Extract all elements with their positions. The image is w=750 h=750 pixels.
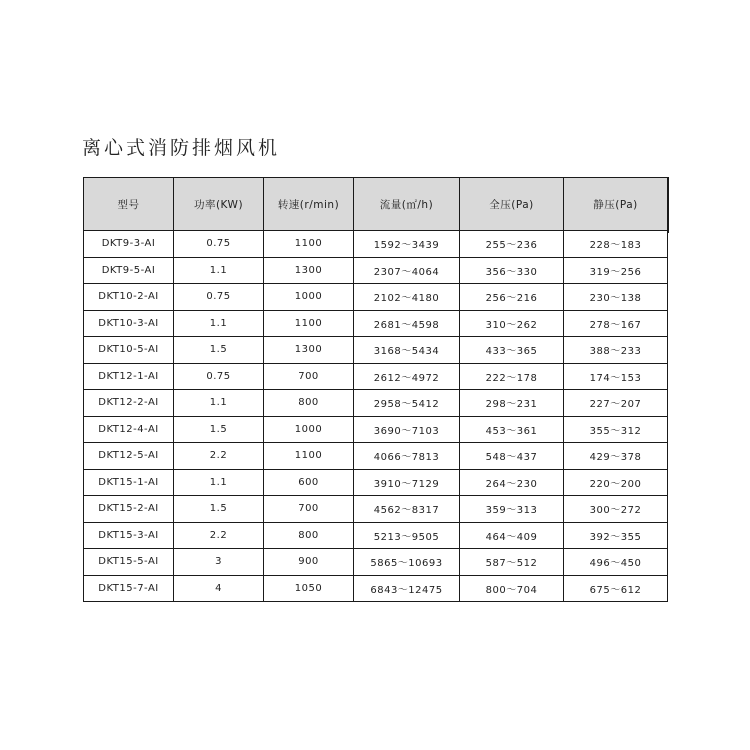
- cell-power: 0.75: [174, 284, 264, 311]
- cell-speed: 1300: [264, 257, 354, 284]
- cell-model: DKT10-2-AI: [84, 284, 174, 311]
- cell-total-pressure: 548～437: [460, 443, 564, 470]
- cell-speed: 1000: [264, 416, 354, 443]
- cell-power: 2.2: [174, 443, 264, 470]
- table-row: [84, 231, 668, 258]
- cell-flow: 1592～3439: [354, 231, 460, 258]
- cell-speed: 700: [264, 363, 354, 390]
- header-total-pressure: 全压(Pa): [460, 178, 564, 231]
- cell-flow: 5865～10693: [354, 549, 460, 576]
- cell-total-pressure: 310～262: [460, 310, 564, 337]
- header-flow: 流量(㎡/h): [354, 178, 460, 231]
- table-row: [84, 337, 668, 364]
- table-row: [84, 390, 668, 417]
- cell-flow: 2958～5412: [354, 390, 460, 417]
- cell-flow: 5213～9505: [354, 522, 460, 549]
- cell-speed: 700: [264, 496, 354, 523]
- cell-total-pressure: 800～704: [460, 575, 564, 602]
- cell-power: 1.1: [174, 469, 264, 496]
- cell-speed: 1300: [264, 337, 354, 364]
- table-header-edge: [667, 177, 669, 233]
- cell-speed: 600: [264, 469, 354, 496]
- cell-speed: 800: [264, 390, 354, 417]
- cell-static-pressure: 278～167: [564, 310, 668, 337]
- cell-speed: 900: [264, 549, 354, 576]
- table-header-row: [84, 178, 668, 231]
- cell-power: 1.1: [174, 257, 264, 284]
- cell-flow: 2307～4064: [354, 257, 460, 284]
- cell-power: 1.1: [174, 390, 264, 417]
- table-row: [84, 310, 668, 337]
- cell-static-pressure: 429～378: [564, 443, 668, 470]
- cell-total-pressure: 453～361: [460, 416, 564, 443]
- cell-flow: 3910～7129: [354, 469, 460, 496]
- header-static-pressure: 静压(Pa): [564, 178, 668, 231]
- cell-speed: 1050: [264, 575, 354, 602]
- cell-static-pressure: 496～450: [564, 549, 668, 576]
- fan-spec-table: [83, 177, 668, 602]
- cell-static-pressure: 227～207: [564, 390, 668, 417]
- cell-model: DKT12-2-AI: [84, 390, 174, 417]
- table-row: [84, 469, 668, 496]
- cell-model: DKT12-1-AI: [84, 363, 174, 390]
- cell-power: 3: [174, 549, 264, 576]
- cell-speed: 800: [264, 522, 354, 549]
- cell-flow: 4562～8317: [354, 496, 460, 523]
- header-power: 功率(KW): [174, 178, 264, 231]
- cell-static-pressure: 675～612: [564, 575, 668, 602]
- table-row: [84, 284, 668, 311]
- cell-model: DKT12-4-AI: [84, 416, 174, 443]
- cell-flow: 3690～7103: [354, 416, 460, 443]
- cell-total-pressure: 359～313: [460, 496, 564, 523]
- cell-model: DKT15-7-AI: [84, 575, 174, 602]
- cell-static-pressure: 388～233: [564, 337, 668, 364]
- cell-power: 1.5: [174, 337, 264, 364]
- cell-model: DKT10-5-AI: [84, 337, 174, 364]
- cell-power: 0.75: [174, 231, 264, 258]
- cell-power: 2.2: [174, 522, 264, 549]
- cell-static-pressure: 228～183: [564, 231, 668, 258]
- header-model: 型号: [84, 178, 174, 231]
- cell-flow: 3168～5434: [354, 337, 460, 364]
- cell-flow: 4066～7813: [354, 443, 460, 470]
- cell-static-pressure: 319～256: [564, 257, 668, 284]
- cell-power: 4: [174, 575, 264, 602]
- cell-static-pressure: 174～153: [564, 363, 668, 390]
- cell-static-pressure: 220～200: [564, 469, 668, 496]
- cell-model: DKT12-5-AI: [84, 443, 174, 470]
- cell-speed: 1100: [264, 231, 354, 258]
- cell-total-pressure: 433～365: [460, 337, 564, 364]
- cell-model: DKT15-3-AI: [84, 522, 174, 549]
- cell-model: DKT9-3-AI: [84, 231, 174, 258]
- cell-model: DKT15-5-AI: [84, 549, 174, 576]
- cell-total-pressure: 464～409: [460, 522, 564, 549]
- cell-model: DKT15-1-AI: [84, 469, 174, 496]
- table-row: [84, 549, 668, 576]
- table-row: [84, 496, 668, 523]
- cell-static-pressure: 230～138: [564, 284, 668, 311]
- table-row: [84, 257, 668, 284]
- page-title: 离心式消防排烟风机: [82, 137, 281, 159]
- table-row: [84, 416, 668, 443]
- cell-static-pressure: 355～312: [564, 416, 668, 443]
- header-speed: 转速(r/min): [264, 178, 354, 231]
- cell-power: 1.1: [174, 310, 264, 337]
- cell-total-pressure: 587～512: [460, 549, 564, 576]
- cell-flow: 6843～12475: [354, 575, 460, 602]
- cell-total-pressure: 222～178: [460, 363, 564, 390]
- cell-speed: 1100: [264, 443, 354, 470]
- cell-total-pressure: 256～216: [460, 284, 564, 311]
- cell-power: 0.75: [174, 363, 264, 390]
- cell-model: DKT15-2-AI: [84, 496, 174, 523]
- table-row: [84, 522, 668, 549]
- cell-total-pressure: 255～236: [460, 231, 564, 258]
- cell-static-pressure: 300～272: [564, 496, 668, 523]
- cell-power: 1.5: [174, 416, 264, 443]
- table-row: [84, 575, 668, 602]
- cell-flow: 2681～4598: [354, 310, 460, 337]
- cell-speed: 1100: [264, 310, 354, 337]
- cell-total-pressure: 264～230: [460, 469, 564, 496]
- cell-power: 1.5: [174, 496, 264, 523]
- cell-model: DKT10-3-AI: [84, 310, 174, 337]
- cell-flow: 2102～4180: [354, 284, 460, 311]
- cell-total-pressure: 298～231: [460, 390, 564, 417]
- table-row: [84, 443, 668, 470]
- cell-static-pressure: 392～355: [564, 522, 668, 549]
- cell-flow: 2612～4972: [354, 363, 460, 390]
- cell-total-pressure: 356～330: [460, 257, 564, 284]
- cell-speed: 1000: [264, 284, 354, 311]
- table-row: [84, 363, 668, 390]
- cell-model: DKT9-5-AI: [84, 257, 174, 284]
